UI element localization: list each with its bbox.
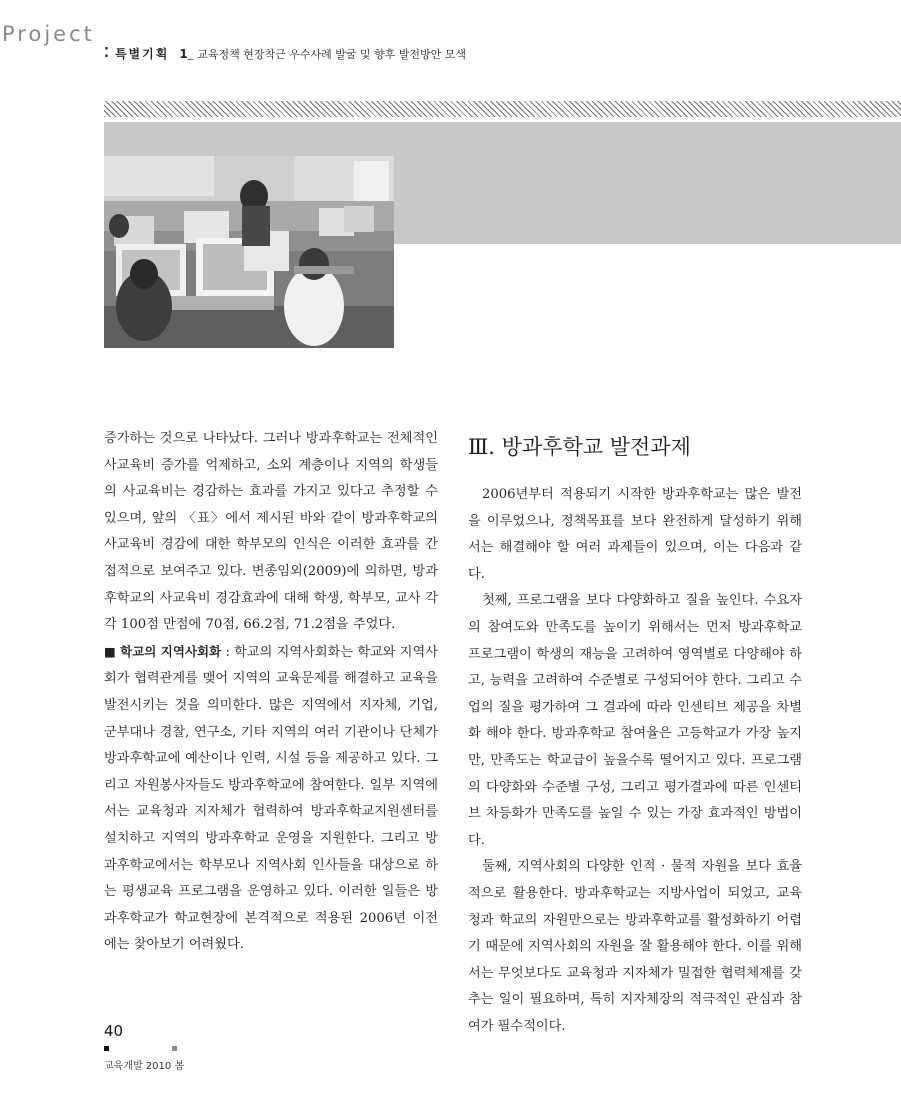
right-paragraph-2: 첫째, 프로그램을 보다 다양화하고 질을 높인다. 수요자의 참여도와 만족도를 높이기 위해서는 먼저 방과후학교 프로그램이 학생의 재능을 고려하여 영역별로 다양해야 하고, 능력을 고려하여 수준별로 구성되어야 한다. 그리고 수업의 질을 평가하여 그 결과에 따라 인센티브 제공을 차별화 해야 한다. 방과후학교 참여율은 고등학교가 가장 높지만, 만족도는 학교급이 높을수록 떨어지고 있다. 프로그램의 다양화와 수준별 구성, 그리고 평가결과에 따른 인센티브 차등화가 만족도를 높일 수 있는 가장 효과적인 방법이다. bbox=[468, 593, 802, 848]
right-paragraph-3: 둘째, 지역사회의 다양한 인적 · 물적 자원을 보다 효율적으로 활용한다. 방과후학교는 지방사업이 되었고, 교육청과 학교의 자원만으로는 방과후학교를 활성화하기 어렵기 때문에 지역사회의 자원을 잘 활용해야 한다. 이를 위해서는 무엇보다도 교육청과 지자체가 밀접한 협력체제를 갖추는 일이 필요하며, 특히 지자체장의 적극적인 관심과 참여가 필수적이다. bbox=[468, 859, 802, 1034]
classroom-photo bbox=[104, 156, 394, 348]
bullet-title: 학교의 지역사회화 bbox=[120, 643, 222, 659]
footer-square-dark bbox=[104, 1046, 109, 1051]
bullet-colon: : bbox=[221, 644, 235, 660]
left-paragraph-1: 증가하는 것으로 나타났다. 그러나 방과후학교는 전체적인 사교육비 증가를 억제하고, 소외 계층이나 지역의 학생들의 사교육비는 경감하는 효과를 가지고 있다고 추정할 수 있으며, 앞의 〈표〉에서 제시된 바와 같이 방과후학교의 사교육비 경감에 대한 학부모의 인식은 이러한 효과를 간접적으로 보여주고 있다. 변종임외(2009)에 의하면, 방과후학교의 사교육비 경감효과에 대해 학생, 학부모, 교사 각각 100점 만점에 70점, 66.2점, 71.2점을 주었다. bbox=[104, 431, 438, 633]
left-column bbox=[104, 426, 438, 959]
footer-square-grey bbox=[172, 1046, 177, 1051]
header-separator: _ bbox=[187, 47, 194, 60]
classroom-photo-image bbox=[104, 156, 394, 348]
hatch-divider bbox=[104, 101, 901, 117]
header-subtitle: 교육정책 현장착근 우수사례 발굴 및 향후 발전방안 모색 bbox=[197, 47, 467, 61]
section-heading: Ⅲ. 방과후학교 발전과제 bbox=[468, 435, 691, 459]
right-paragraph-1: 2006년부터 적용되기 시작한 방과후학교는 많은 발전을 이루었으나, 정책목표를 보다 완전하게 달성하기 위해서는 해결해야 할 여러 과제들이 있으며, 이는 다음과 같다. bbox=[468, 487, 802, 582]
header-project-label: Project bbox=[2, 22, 95, 46]
header-section-line bbox=[104, 45, 466, 62]
header-section-label: 특별기획 bbox=[114, 47, 170, 61]
grey-banner bbox=[104, 122, 901, 156]
square-bullet-icon: ■ bbox=[104, 643, 116, 659]
footer-journal-title: 교육개발 2010 봄 bbox=[104, 1061, 185, 1072]
grey-side-panel bbox=[394, 156, 901, 244]
right-column bbox=[468, 426, 802, 1040]
left-paragraph-2 bbox=[104, 639, 438, 959]
header-bullet-icon: ⁚ bbox=[104, 46, 109, 61]
header-section-number: 1 bbox=[179, 46, 188, 61]
left-paragraph-2-text: 학교의 지역사회화는 학교와 지역사회가 협력관계를 맺어 지역의 교육문제를 해결하고 교육을 발전시키는 것을 의미한다. 많은 지역에서 지자체, 기업, 군부대나 경찰, 연구소, 기타 지역의 여러 기관이나 단체가 방과후학교에 예산이나 인력, 시설 등을 제공하고 있다. 그리고 자원봉사자들도 방과후학교에 참여한다. 일부 지역에서는 교육청과 지자체가 협력하여 방과후학교지원센터를 설치하고 지역의 방과후학교 운영을 지원한다. 그리고 방과후학교에서는 학부모나 지역사회 인사들을 대상으로 하는 평생교육 프로그램을 운영하고 있다. 이러한 일들은 방과후학교가 학교현장에 본격적으로 적용된 2006년 이전에는 찾아보기 어려웠다. bbox=[104, 644, 439, 953]
page-number: 40 bbox=[104, 1022, 124, 1040]
